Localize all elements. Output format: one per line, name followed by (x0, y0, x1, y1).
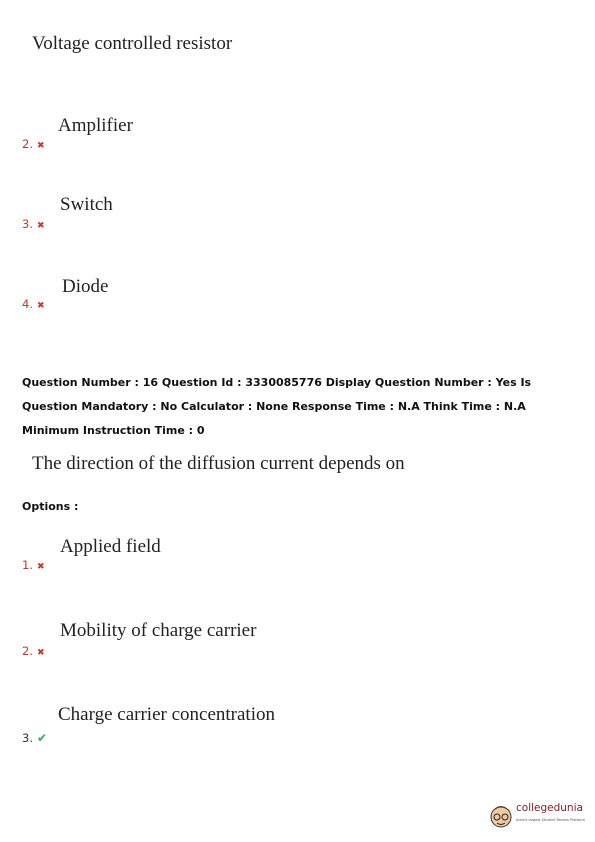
option-number (22, 558, 45, 572)
option-number-label: 2. (22, 137, 33, 151)
options-label: Options : (22, 500, 79, 513)
cross-icon: ✖ (36, 648, 45, 658)
check-icon: ✔ (36, 731, 48, 745)
cross-icon: ✖ (36, 141, 45, 151)
cross-icon: ✖ (36, 221, 45, 231)
option-text: Voltage controlled resistor (32, 33, 233, 54)
option-number (22, 137, 45, 151)
option-text: Applied field (60, 536, 161, 557)
option-number-label: 3. (22, 731, 33, 745)
option-text: Charge carrier concentration (58, 704, 275, 725)
option-number (22, 217, 45, 231)
option-text: Switch (60, 194, 113, 215)
option-number (22, 644, 45, 658)
logo-tagline: India's largest Student Review Platform (516, 818, 585, 822)
option-number-label: 4. (22, 297, 33, 311)
mascot-icon (488, 800, 514, 830)
collegedunia-logo (488, 800, 588, 832)
option-number-label: 3. (22, 217, 33, 231)
option-text: Diode (62, 276, 109, 297)
logo-text: collegedunia (516, 802, 583, 814)
option-number-label: 2. (22, 644, 33, 658)
option-number-label: 1. (22, 558, 33, 572)
option-number (22, 297, 45, 311)
option-number (22, 731, 47, 745)
question-meta: Question Number : 16 Question Id : 3330085776 Display Question Number : Yes Is Question Mandatory : No Calculator : None Response Time : N.A Think Time : N.A Minimum Instruction Time : 0 (22, 376, 532, 437)
question-text: The direction of the diffusion current depends on (32, 453, 405, 474)
option-text: Amplifier (58, 115, 133, 136)
cross-icon: ✖ (36, 562, 45, 572)
cross-icon: ✖ (36, 301, 45, 311)
option-text: Mobility of charge carrier (60, 620, 257, 641)
